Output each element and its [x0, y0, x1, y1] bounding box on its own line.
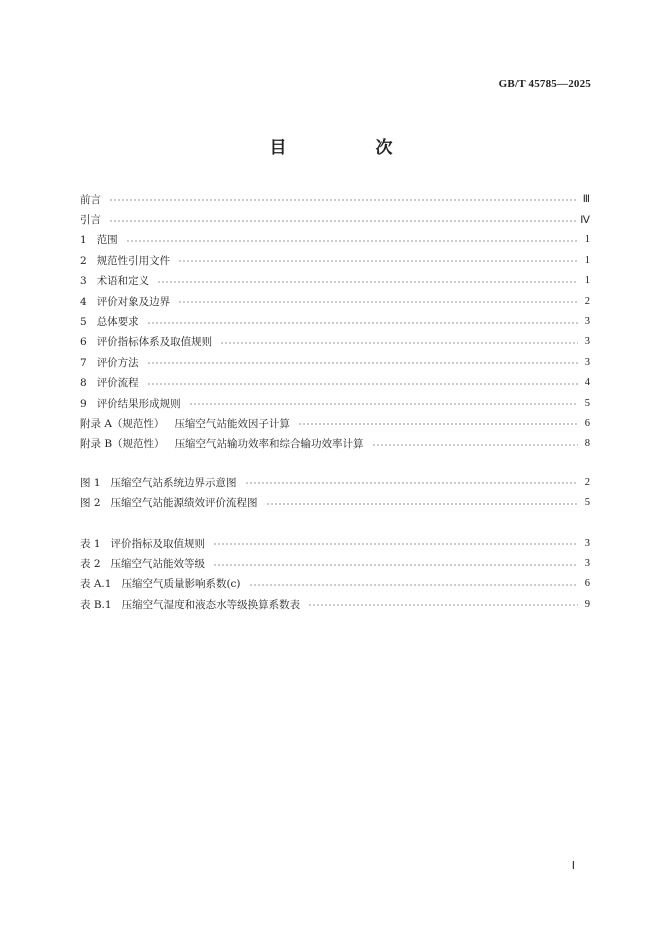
toc-entry[interactable]: [80, 271, 590, 291]
toc-entry-label: 压缩空气质量影响系数(c): [121, 578, 241, 591]
toc-entry[interactable]: [80, 332, 590, 352]
toc-entry[interactable]: [80, 492, 590, 512]
toc-entry-number: 图 2: [80, 497, 101, 510]
standard-number: GB/T 45785—2025: [498, 78, 591, 90]
toc-entry-page: 3: [584, 336, 590, 348]
dot-leader: [109, 199, 578, 201]
toc-entry[interactable]: [80, 311, 590, 331]
toc-entry-label: 评价指标及取值规则: [110, 537, 206, 550]
toc-entry[interactable]: [80, 189, 590, 209]
toc-entry-title: [80, 576, 245, 591]
toc-entry[interactable]: [80, 230, 590, 250]
dot-leader: [178, 301, 578, 303]
toc-entry[interactable]: [80, 472, 590, 492]
toc-entry-label: 压缩空气站输功效率和综合输功效率计算: [174, 438, 364, 451]
toc-entry-number: 附录 A（规范性）: [80, 417, 165, 430]
toc-entry-page: 8: [584, 438, 590, 450]
toc-entry-page: 6: [584, 578, 590, 590]
toc-entry-title: [80, 192, 105, 207]
toc-entry[interactable]: [80, 373, 590, 393]
dot-leader: [213, 564, 578, 566]
toc-entry-title: [80, 436, 368, 451]
dot-leader: [157, 281, 578, 283]
toc-entry-number: 表 A.1: [80, 578, 112, 591]
toc-entry-title: [80, 556, 209, 571]
toc-entry-title: [80, 396, 185, 411]
dot-leader: [178, 260, 578, 262]
dot-leader: [147, 322, 578, 324]
toc-entry[interactable]: [80, 533, 590, 553]
toc-entry-title: [80, 416, 294, 431]
toc-entry[interactable]: [80, 553, 590, 573]
toc-entry[interactable]: [80, 352, 590, 372]
toc-entry-label: 压缩空气站系统边界示意图: [110, 476, 237, 489]
toc-entry-page: 3: [584, 558, 590, 570]
toc-entry-page: 6: [584, 417, 590, 429]
toc-entry-label: 前言: [80, 193, 101, 206]
toc-entry[interactable]: [80, 413, 590, 433]
toc-entry-label: 压缩空气湿度和液态水等级换算系数表: [121, 598, 301, 611]
toc-entry-label: 评价对象及边界: [96, 295, 171, 308]
toc-entry-number: 表 2: [80, 558, 101, 571]
toc-entry-page: 5: [584, 497, 590, 509]
toc-entry-label: 评价流程: [96, 377, 139, 390]
toc-entry-label: 压缩空气站能效等级: [110, 558, 206, 571]
dot-leader: [220, 342, 578, 344]
dot-leader: [147, 383, 578, 385]
toc-tables-list: [80, 533, 590, 615]
dot-leader: [298, 423, 578, 425]
toc-entry[interactable]: [80, 594, 590, 614]
toc-entry-title: [80, 253, 174, 268]
toc-entry-title: [80, 495, 262, 510]
toc-entry-number: 8: [80, 377, 87, 390]
toc-entry-page: 5: [584, 397, 590, 409]
toc-entry-label: 引言: [80, 214, 101, 227]
toc-entry-page: 1: [584, 234, 590, 246]
toc-entry-title: [80, 355, 143, 370]
dot-leader: [189, 403, 578, 405]
dot-leader: [109, 220, 576, 222]
toc-main-list: [80, 189, 590, 454]
toc-entry-number: 9: [80, 397, 87, 410]
toc-entry-title: [80, 273, 153, 288]
toc-entry-page: 3: [584, 316, 590, 328]
toc-entry-label: 压缩空气站能源绩效评价流程图: [110, 497, 258, 510]
toc-entry[interactable]: [80, 434, 590, 454]
toc-entry-title: [80, 375, 143, 390]
toc-entry-label: 总体要求: [96, 316, 139, 329]
toc-entry-number: 3: [80, 275, 87, 288]
toc-entry-title: [80, 314, 143, 329]
page-number: Ⅰ: [571, 860, 575, 872]
toc-entry-number: 附录 B（规范性）: [80, 438, 165, 451]
dot-leader: [372, 444, 578, 446]
toc-entry-number: 表 1: [80, 537, 101, 550]
dot-leader: [249, 584, 578, 586]
dot-leader: [308, 604, 578, 606]
toc-entry-label: 评价指标体系及取值规则: [96, 336, 213, 349]
dot-leader: [147, 362, 578, 364]
toc-entry-label: 范围: [96, 234, 118, 247]
toc-entry-number: 7: [80, 356, 87, 369]
page-title: 目 次: [269, 138, 429, 158]
toc-entry-page: Ⅳ: [580, 214, 590, 226]
toc-entry-label: 评价结果形成规则: [96, 397, 181, 410]
toc-entry-label: 压缩空气站能效因子计算: [174, 417, 290, 430]
toc-entry-title: [80, 536, 209, 551]
toc-entry-page: Ⅲ: [582, 194, 590, 206]
dot-leader: [126, 240, 578, 242]
toc-entry[interactable]: [80, 250, 590, 270]
toc-entry-label: 评价方法: [96, 356, 139, 369]
toc-entry-number: 6: [80, 336, 87, 349]
toc-entry-title: [80, 294, 174, 309]
toc-entry-page: 3: [584, 537, 590, 549]
toc-entry-title: [80, 334, 216, 349]
toc-entry-label: 术语和定义: [96, 275, 150, 288]
toc-entry[interactable]: [80, 209, 590, 229]
toc-entry-number: 2: [80, 254, 87, 267]
toc-entry-page: 2: [584, 295, 590, 307]
dot-leader: [213, 543, 578, 545]
toc-entry[interactable]: [80, 574, 590, 594]
toc-entry-page: 1: [584, 254, 590, 266]
toc-entry-page: 3: [584, 356, 590, 368]
toc-entry-title: [80, 212, 105, 227]
toc-entry-number: 5: [80, 316, 87, 329]
toc-entry-label: 规范性引用文件: [96, 254, 171, 267]
toc-entry[interactable]: [80, 393, 590, 413]
toc-entry-title: [80, 475, 241, 490]
toc-entry-number: 1: [80, 234, 87, 247]
toc-entry[interactable]: [80, 291, 590, 311]
toc-entry-title: [80, 597, 304, 612]
toc-entry-page: 4: [584, 377, 590, 389]
toc-entry-page: 9: [584, 598, 590, 610]
toc-entry-number: 表 B.1: [80, 598, 112, 611]
toc-entry-number: 4: [80, 295, 87, 308]
toc-entry-title: [80, 232, 122, 247]
toc-entry-page: 2: [584, 476, 590, 488]
toc-entry-number: 图 1: [80, 476, 101, 489]
dot-leader: [245, 482, 578, 484]
dot-leader: [266, 503, 578, 505]
toc-figures-list: [80, 472, 590, 513]
toc-entry-page: 1: [584, 275, 590, 287]
